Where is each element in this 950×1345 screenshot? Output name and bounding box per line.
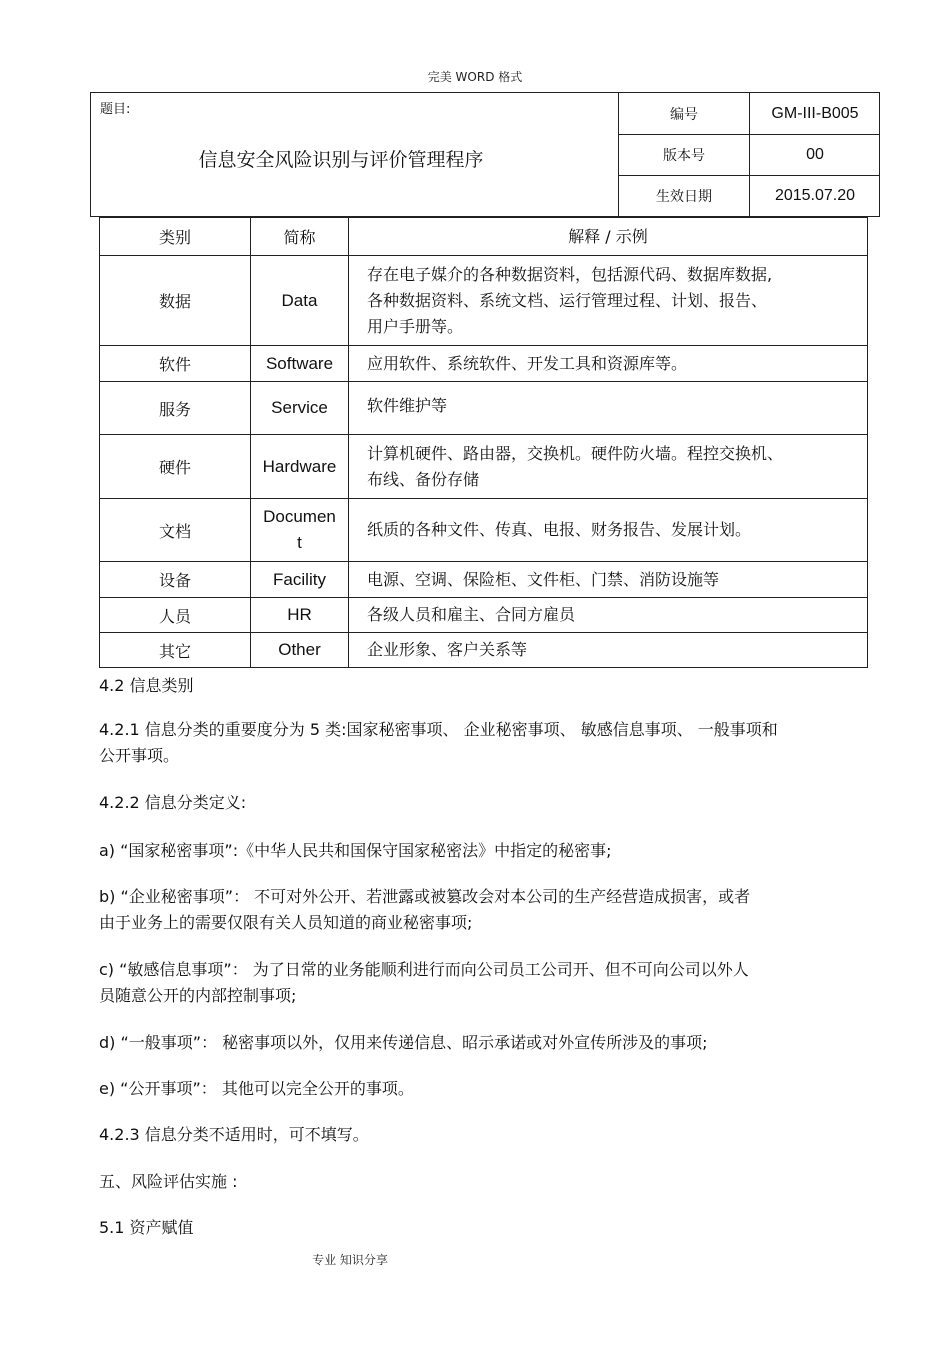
abbr-cell: Documen t <box>251 499 349 562</box>
abbr-cell: Data <box>251 256 349 346</box>
category-cell: 软件 <box>100 346 251 382</box>
abbr-cell: Service <box>251 382 349 435</box>
abbr-cell: HR <box>251 598 349 633</box>
desc-line: 各种数据资料、系统文档、运行管理过程、计划、报告、 <box>367 290 768 310</box>
desc-line: 布线、备份存储 <box>367 469 480 489</box>
desc-cell <box>349 598 868 633</box>
document-meta <box>618 93 880 216</box>
table-row <box>100 382 868 435</box>
column-header: 类别 <box>100 218 251 256</box>
abbr-cell: Other <box>251 633 349 668</box>
desc-line: 用户手册等。 <box>367 316 464 336</box>
table-row <box>100 598 868 633</box>
desc-cell <box>349 382 868 435</box>
document-header-box <box>90 92 880 217</box>
desc-line: 存在电子媒介的各种数据资料，包括源代码、数据库数据, <box>367 264 773 284</box>
meta-label: 编号 <box>619 93 750 134</box>
column-header: 解释 / 示例 <box>349 218 868 256</box>
table-row <box>100 256 868 346</box>
definition-b-line2: 由于业务上的需要仅限有关人员知道的商业秘密事项; <box>99 913 473 932</box>
table-row <box>100 346 868 382</box>
desc-line: 纸质的各种文件、传真、电报、财务报告、发展计划。 <box>367 520 752 539</box>
category-cell: 人员 <box>100 598 251 633</box>
section-heading-5: 五、风险评估实施 : <box>99 1172 238 1191</box>
meta-value: GM-III-B005 <box>771 104 859 122</box>
category-cell: 服务 <box>100 382 251 435</box>
section-heading-5-1: 5.1 资产赋值 <box>99 1218 194 1237</box>
section-heading-4-2-3: 4.2.3 信息分类不适用时，可不填写。 <box>99 1125 369 1144</box>
desc-cell <box>349 633 868 668</box>
abbr-cell: Software <box>251 346 349 382</box>
desc-line: 各级人员和雇主、合同方雇员 <box>367 605 576 624</box>
document-title: 信息安全风险识别与评价管理程序 <box>198 149 484 171</box>
meta-value: 2015.07.20 <box>774 187 856 204</box>
page-footer-banner: 专业 知识分享 <box>312 1253 388 1267</box>
desc-cell <box>349 499 868 562</box>
paragraph-4-2-1-line2: 公开事项。 <box>99 746 180 765</box>
table-row <box>100 435 868 499</box>
category-cell: 文档 <box>100 499 251 562</box>
definition-a: a) “国家秘密事项”:《中华人民共和国保守国家秘密法》中指定的秘密事; <box>99 841 612 860</box>
section-heading-4-2: 4.2 信息类别 <box>99 676 194 695</box>
section-heading-4-2-2: 4.2.2 信息分类定义: <box>99 793 247 812</box>
desc-line: 软件维护等 <box>367 396 448 415</box>
column-header: 简称 <box>251 218 349 256</box>
meta-row-effective-date <box>619 175 880 216</box>
meta-label: 生效日期 <box>619 176 750 216</box>
asset-category-table <box>99 217 868 668</box>
page-header-banner: 完美 WORD 格式 <box>427 70 523 84</box>
desc-cell <box>349 562 868 598</box>
desc-line: 企业形象、客户关系等 <box>367 640 528 659</box>
table-row <box>100 633 868 668</box>
desc-line: 电源、空调、保险柜、文件柜、门禁、消防设施等 <box>367 569 720 589</box>
definition-c-line2: 员随意公开的内部控制事项; <box>99 986 297 1005</box>
category-cell: 设备 <box>100 562 251 598</box>
definition-d: d) “一般事项”： 秘密事项以外，仅用来传递信息、昭示承诺或对外宣传所涉及的事项; <box>99 1033 708 1052</box>
paragraph-4-2-1-line1: 4.2.1 信息分类的重要度分为 5 类:国家秘密事项、 企业秘密事项、 敏感信息事项、 一般事项和 <box>99 720 778 739</box>
desc-cell <box>349 435 868 499</box>
abbr-cell: Facility <box>251 562 349 598</box>
category-cell: 硬件 <box>100 435 251 499</box>
table-header-row <box>100 218 868 256</box>
meta-row-version <box>619 134 880 175</box>
meta-value: 00 <box>806 146 824 163</box>
definition-c-line1: c) “敏感信息事项”： 为了日常的业务能顺利进行而向公司员工公司开、但不可向公司以外人 <box>99 960 749 979</box>
title-cell <box>91 93 619 215</box>
table-row <box>100 499 868 562</box>
table-row <box>100 562 868 598</box>
meta-row-code <box>619 93 880 134</box>
desc-cell <box>349 346 868 382</box>
meta-label: 版本号 <box>619 135 750 175</box>
definition-e: e) “公开事项”： 其他可以完全公开的事项。 <box>99 1079 414 1098</box>
abbr-cell: Hardware <box>251 435 349 499</box>
desc-line: 计算机硬件、路由器，交换机。硬件防火墙。程控交换机、 <box>367 443 784 463</box>
category-cell: 其它 <box>100 633 251 668</box>
definition-b-line1: b) “企业秘密事项”： 不可对外公开、若泄露或被篡改会对本公司的生产经营造成损害，或者 <box>99 887 751 906</box>
desc-line: 应用软件、系统软件、开发工具和资源库等。 <box>367 353 688 373</box>
desc-cell <box>349 256 868 346</box>
title-tag: 题目: <box>100 102 131 117</box>
category-cell: 数据 <box>100 256 251 346</box>
